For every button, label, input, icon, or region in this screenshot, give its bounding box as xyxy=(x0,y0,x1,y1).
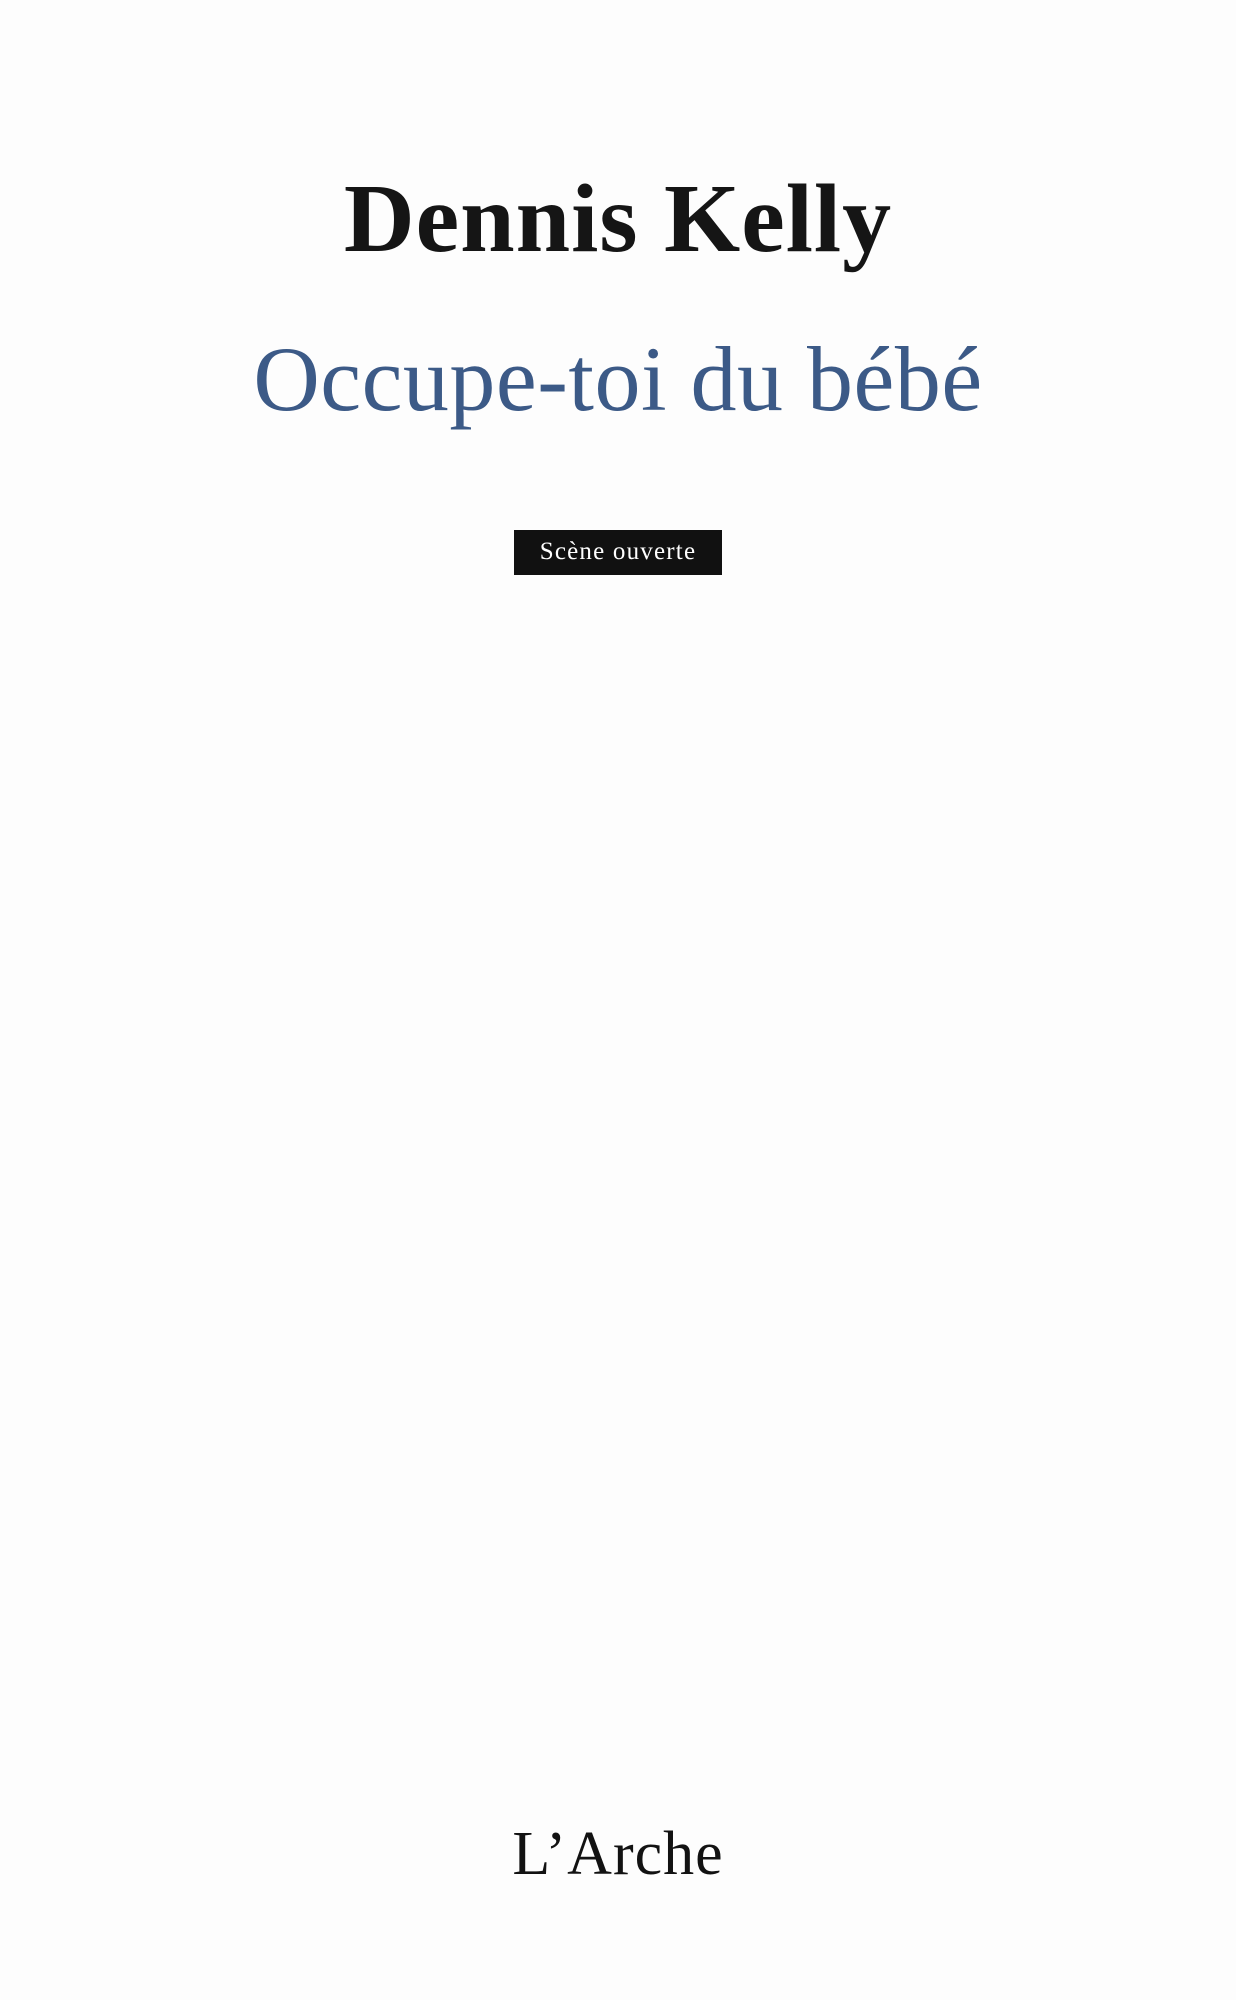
collection-badge: Scène ouverte xyxy=(514,530,723,575)
book-title: Occupe-toi du bébé xyxy=(253,328,983,430)
author-name: Dennis Kelly xyxy=(343,165,893,273)
collection-badge-wrapper xyxy=(0,530,1236,575)
publisher-name: L’Arche xyxy=(512,1820,724,1888)
